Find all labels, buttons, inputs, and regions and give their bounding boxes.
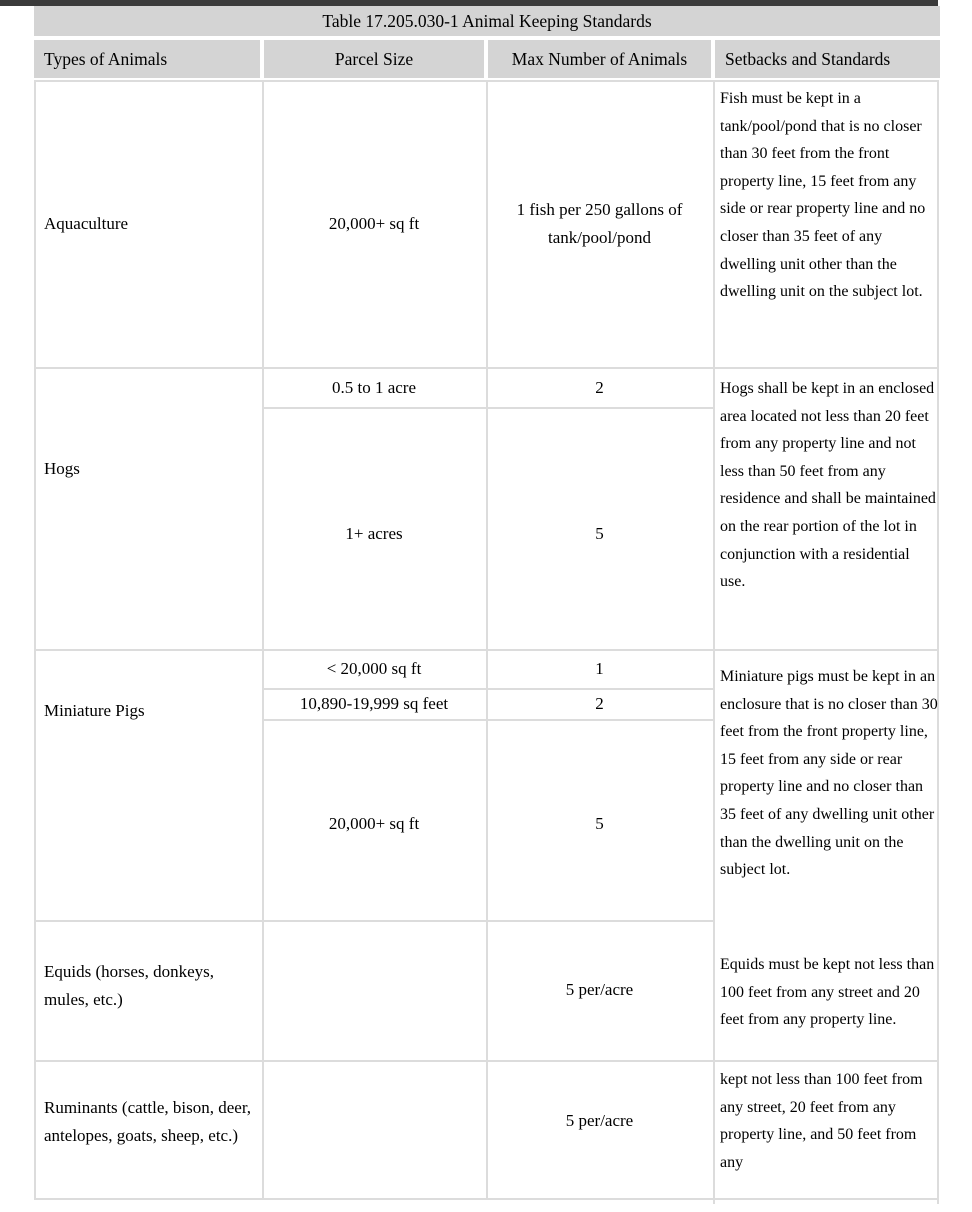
header-setbacks-and-standards: Setbacks and Standards xyxy=(715,40,940,78)
cell-miniature-pigs-label: Miniature Pigs xyxy=(44,701,145,720)
cell-ruminants-max: 5 per/acre xyxy=(565,1111,634,1131)
header-max-number-of-animals: Max Number of Animals xyxy=(488,40,711,78)
cell-ruminants-setbacks: kept not less than 100 feet from any street, 20 feet from any property line, and 50 feet from any xyxy=(720,1071,923,1171)
cell-miniature-pigs-max-1: 1 xyxy=(595,658,604,678)
cell-hogs-setbacks: Hogs shall be kept in an enclosed area located not less than 20 feet from any property line and not less than 50 feet from any residence and shall be maintained on the rear portion of the lot in conjunction with a residential use. xyxy=(720,380,936,591)
header-parcel-size: Parcel Size xyxy=(264,40,484,78)
row-border-aquaculture-hogs xyxy=(34,367,939,369)
cell-miniature-pigs-max-3: 5 xyxy=(595,813,604,833)
cell-aquaculture-label: Aquaculture xyxy=(44,213,129,233)
cell-hogs-max-1: 2 xyxy=(595,377,604,397)
cell-aquaculture-max: 1 fish per 250 gallons of tank/pool/pond xyxy=(516,199,683,247)
cell-hogs-max-2: 5 xyxy=(595,524,604,544)
cell-hogs-parcel-1: 0.5 to 1 acre xyxy=(331,377,417,397)
header-types-of-animals: Types of Animals xyxy=(34,40,260,78)
cell-equids-parcel xyxy=(264,922,484,1058)
cell-miniature-pigs-parcel-3: 20,000+ sq ft xyxy=(328,813,420,833)
cell-hogs-label: Hogs xyxy=(44,459,80,478)
row-border-bottom xyxy=(34,1198,939,1200)
cell-equids-max: 5 per/acre xyxy=(565,980,634,1000)
cell-aquaculture-parcel: 20,000+ sq ft xyxy=(328,213,420,233)
cell-miniature-pigs-setbacks: Miniature pigs must be kept in an enclosure that is no closer than 30 feet from the front property line, 15 feet from any side or rear property line and no closer than 35 feet of any dwelling unit other than the dwelling unit on the subject lot. xyxy=(720,668,938,879)
cell-equids-label: Equids (horses, donkeys, mules, etc.) xyxy=(44,962,214,1009)
cell-miniature-pigs-parcel-1: < 20,000 sq ft xyxy=(326,658,422,678)
table-title: Table 17.205.030-1 Animal Keeping Standards xyxy=(34,6,940,36)
cell-hogs-parcel-2: 1+ acres xyxy=(345,524,403,544)
cell-ruminants-label: Ruminants (cattle, bison, deer, antelopes, goats, sheep, etc.) xyxy=(44,1098,252,1145)
cell-miniature-pigs-parcel-2: 10,890-19,999 sq feet xyxy=(299,693,449,713)
cell-equids-setbacks: Equids must be kept not less than 100 feet from any street and 20 feet from any property line. xyxy=(720,956,935,1029)
cell-aquaculture-setbacks: Fish must be kept in a tank/pool/pond that is no closer than 30 feet from the front property line, 15 feet from any side or rear property line and no closer than 35 feet of any dwelling unit other than the dwelling unit on the subject lot. xyxy=(720,90,926,301)
cell-ruminants-parcel xyxy=(264,1062,484,1196)
cell-miniature-pigs-max-2: 2 xyxy=(595,693,604,713)
